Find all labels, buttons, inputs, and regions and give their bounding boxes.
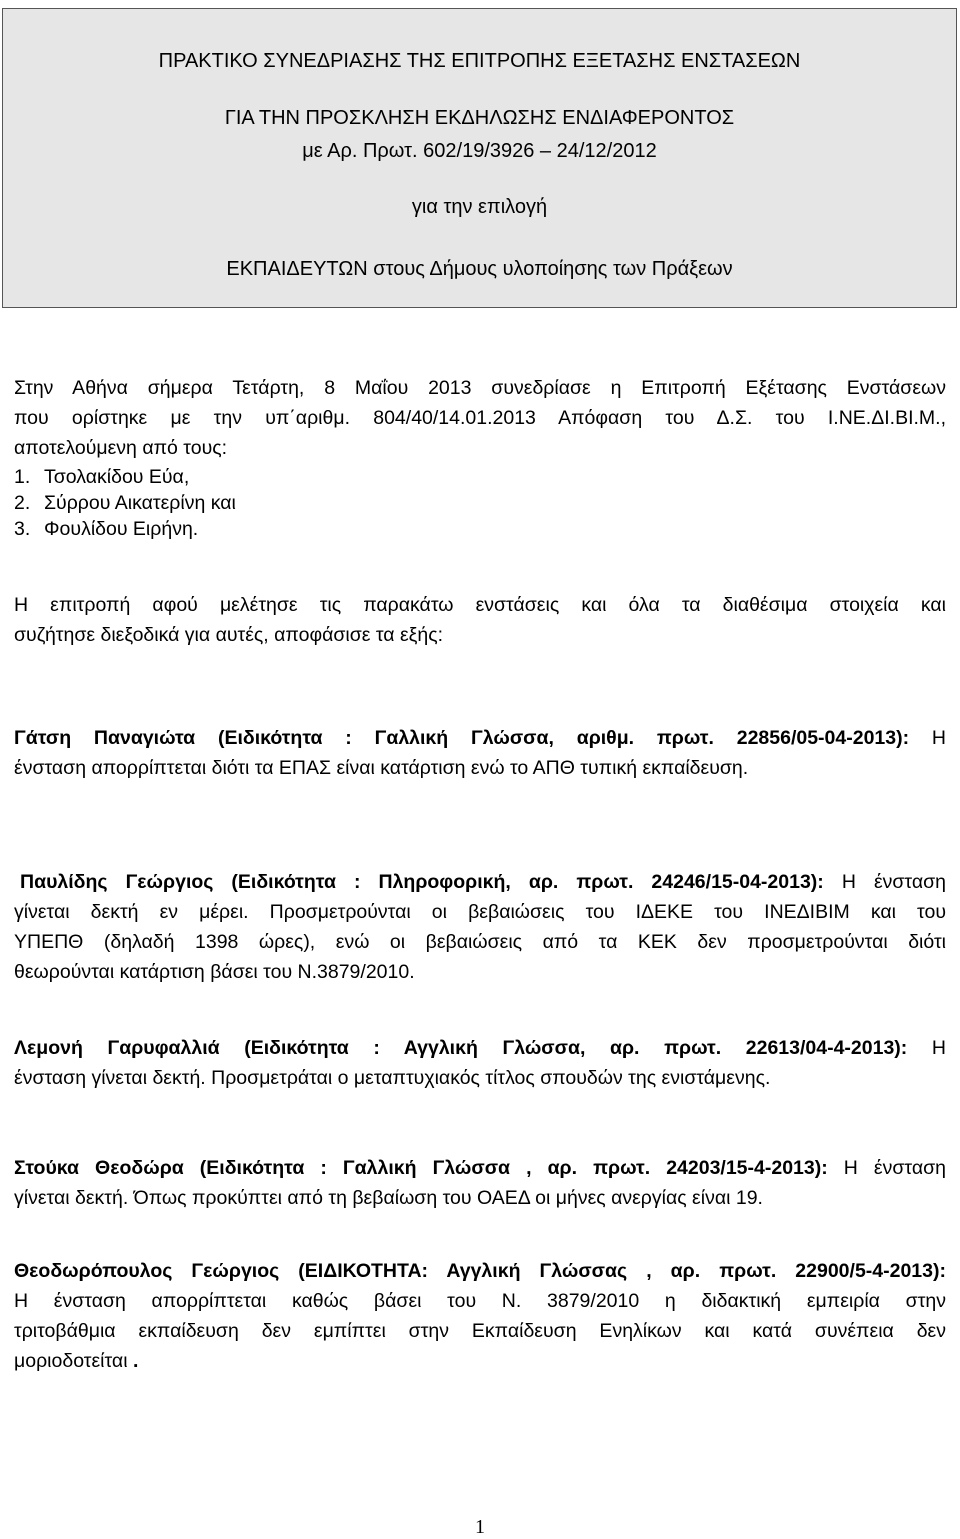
case-line: Η ένσταση απορρίπτεται καθώς βάσει του Ν. 3879/2010 η διδακτική εμπειρία στην xyxy=(14,1290,946,1312)
case-theodoropoulos xyxy=(14,1256,946,1376)
case-pavlidis xyxy=(20,867,946,897)
header-box xyxy=(2,8,957,308)
list-item: 1. Τσολακίδου Εύα, xyxy=(14,466,190,488)
case-stouka xyxy=(14,1153,946,1213)
list-item: 3. Φουλίδου Ειρήνη. xyxy=(14,518,199,540)
header-line-4: για την επιλογή xyxy=(411,196,548,218)
case-line: μοριοδοτείται . xyxy=(14,1350,139,1372)
header-title: ΠΡΑΚΤΙΚΟ ΣΥΝΕΔΡΙΑΣΗΣ ΤΗΣ ΕΠΙΤΡΟΠΗΣ ΕΞΕΤΑΣΗΣ ΕΝΣΤΑΣΕΩΝ xyxy=(158,50,801,72)
case-lemoni xyxy=(14,1033,946,1093)
intro-line-1: Στην Αθήνα σήμερα Τετάρτη, 8 Μαΐου 2013 συνεδρίασε η Επιτροπή Εξέτασης Ενστάσεων xyxy=(14,377,946,399)
case-pavlidis-body xyxy=(14,897,946,987)
decision-line-1: Η επιτροπή αφού μελέτησε τις παρακάτω ενστάσεις και όλα τα διαθέσιμα στοιχεία και xyxy=(14,594,946,616)
intro-line-3: αποτελούμενη από τους: xyxy=(14,437,228,459)
case-line: γίνεται δεκτή. Όπως προκύπτει από τη βεβαίωση του ΟΑΕΔ οι μήνες ανεργίας είναι 19. xyxy=(14,1187,763,1209)
case-heading: Θεοδωρόπουλος Γεώργιος (ΕΙΔΙΚΟΤΗΤΑ: Αγγλική Γλώσσας , αρ. πρωτ. 22900/5-4-2013): xyxy=(14,1260,946,1282)
case-heading: Γάτση Παναγιώτα (Ειδικότητα : Γαλλική Γλώσσα, αριθμ. πρωτ. 22856/05-04-2013): Η xyxy=(14,727,946,749)
header-line-5: ΕΚΠΑΙΔΕΥΤΩΝ στους Δήμους υλοποίησης των Πράξεων xyxy=(226,258,733,280)
case-line: θεωρούνται κατάρτιση βάσει του Ν.3879/2010. xyxy=(14,961,415,983)
intro-line-2: που ορίστηκε με την υπ΄αριθμ. 804/40/14.01.2013 Απόφαση του Δ.Σ. του Ι.ΝΕ.ΔΙ.ΒΙ.Μ., xyxy=(14,407,946,429)
case-line: ΥΠΕΠΘ (δηλαδή 1398 ώρες), ενώ οι βεβαιώσεις από τα ΚΕΚ δεν προσμετρούνται διότι xyxy=(14,931,946,953)
committee-members-list xyxy=(14,464,236,542)
case-heading: Λεμονή Γαρυφαλλιά (Ειδικότητα : Αγγλική Γλώσσα, αρ. πρωτ. 22613/04-4-2013): Η xyxy=(14,1037,946,1059)
case-gatsi xyxy=(14,723,946,783)
page-number: 1 xyxy=(475,1516,485,1538)
case-line: τριτοβάθμια εκπαίδευση δεν εμπίπτει στην Εκπαίδευση Ενηλίκων και κατά συνέπεια δεν xyxy=(14,1320,946,1342)
decision-paragraph xyxy=(14,590,946,650)
header-line-3: με Αρ. Πρωτ. 602/19/3926 – 24/12/2012 xyxy=(302,140,657,162)
case-line: ένσταση απορρίπτεται διότι τα ΕΠΑΣ είναι κατάρτιση ενώ το ΑΠΘ τυπική εκπαίδευση. xyxy=(14,757,749,779)
case-line: ένσταση γίνεται δεκτή. Προσμετράται ο μεταπτυχιακός τίτλος σπουδών της ενιστάμενης. xyxy=(14,1067,771,1089)
list-item: 2. Σύρρου Αικατερίνη και xyxy=(14,492,236,514)
decision-line-2: συζήτησε διεξοδικά για αυτές, αποφάσισε τα εξής: xyxy=(14,624,444,646)
case-heading: Στούκα Θεοδώρα (Ειδικότητα : Γαλλική Γλώσσα , αρ. πρωτ. 24203/15-4-2013): Η ένσταση xyxy=(14,1157,946,1179)
intro-paragraph xyxy=(14,373,946,463)
case-line: γίνεται δεκτή εν μέρει. Προσμετρούνται οι βεβαιώσεις του ΙΔΕΚΕ του ΙΝΕΔΙΒΙΜ και του xyxy=(14,901,946,923)
case-heading: Παυλίδης Γεώργιος (Ειδικότητα : Πληροφορική, αρ. πρωτ. 24246/15-04-2013): Η ένσταση xyxy=(20,871,946,893)
header-line-2: ΓΙΑ ΤΗΝ ΠΡΟΣΚΛΗΣΗ ΕΚΔΗΛΩΣΗΣ ΕΝΔΙΑΦΕΡΟΝΤΟΣ xyxy=(224,107,735,129)
